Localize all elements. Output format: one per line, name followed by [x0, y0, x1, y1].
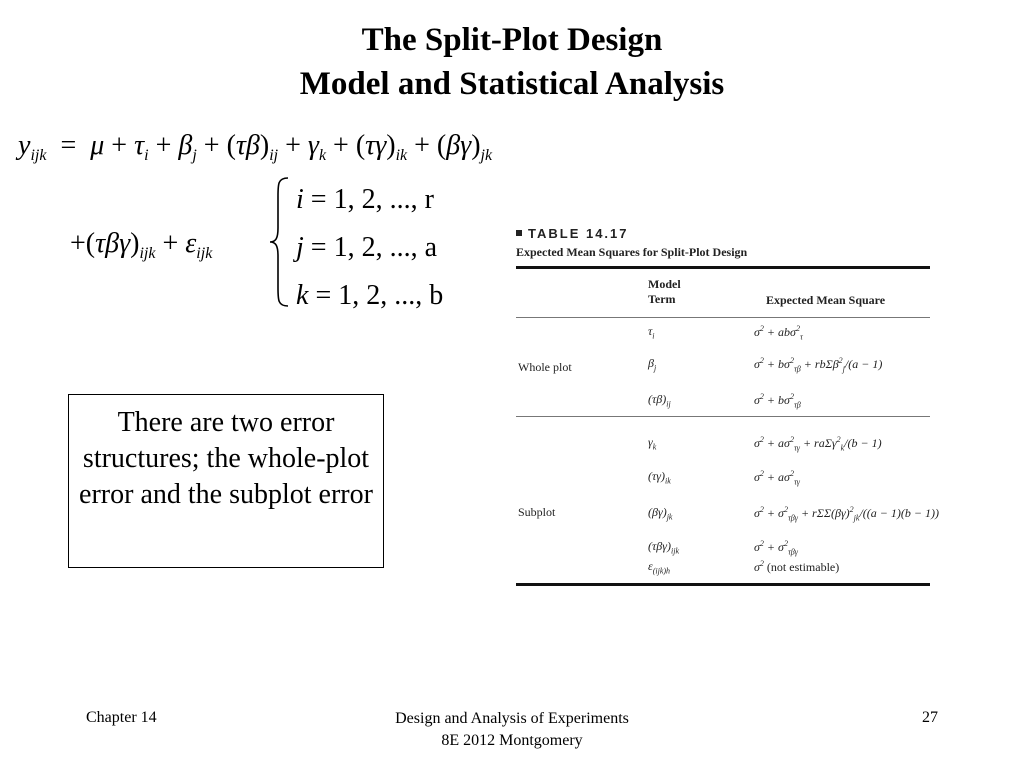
range-i: i = 1, 2, ..., r — [296, 184, 434, 215]
table-row: $\beta_j$ $\sigma^2 + b\sigma^2_{\tau\beta} + rb\Sigma\beta^2_j/(a - 1)$ — [648, 356, 883, 374]
table-caption: Expected Mean Squares for Split-Plot Design — [516, 245, 748, 259]
model-equation-line-1: $y_{ijk} = \mu + \tau_i + \beta_j + (\tau\beta)_{ij} + \gamma_k + (\tau\gamma)_{ik} + (\beta\gamma)_{jk}$ — [18, 130, 493, 164]
subplot-label: Subplot — [518, 505, 556, 519]
title-line-1: The Split-Plot Design — [361, 22, 663, 58]
table-row: $\tau_i$ $\sigma^2 + ab\sigma^2_\tau$ — [648, 324, 803, 342]
whole-plot-section — [516, 318, 930, 416]
header-model-term: Model Term — [648, 277, 681, 306]
table-bottom-rule — [516, 583, 930, 586]
table-row: $(\beta\gamma)_{jk}$ $\sigma^2 + \sigma^2_{\tau\beta\gamma} + r\Sigma\Sigma(\beta\gamma)^2_{jk}/((a - 1)(b - 1))$ — [648, 505, 939, 523]
slide-title — [0, 18, 1024, 106]
error-structure-note: There are two error structures; the whole-plot error and the subplot error — [68, 394, 384, 568]
ems-table — [516, 226, 939, 586]
index-ranges — [296, 176, 443, 320]
whole-plot-label: Whole plot — [518, 360, 572, 374]
curly-brace-icon — [268, 176, 292, 308]
table-label: TABLE 14.17 — [516, 226, 930, 242]
range-j: j = 1, 2, ..., a — [296, 232, 437, 263]
table-row: $(\tau\beta)_{ij}$ $\sigma^2 + b\sigma^2_{\tau\beta}$ — [648, 392, 801, 410]
footer-page-number: 27 — [922, 709, 938, 726]
square-bullet-icon — [516, 230, 522, 236]
footer-book: Design and Analysis of Experiments 8E 2012 Montgomery — [395, 710, 629, 749]
table-row: $\gamma_k$ $\sigma^2 + a\sigma^2_{\tau\gamma} + ra\Sigma\gamma^2_k/(b - 1)$ — [648, 435, 882, 453]
table-row: $(\tau\beta\gamma)_{ijk}$ $\sigma^2 + \sigma^2_{\tau\beta\gamma}$ — [648, 539, 798, 557]
table-row: $\varepsilon_{(ijk)h}$ $\sigma^2$ (not estimable) — [648, 559, 840, 576]
model-equation-line-2: $+(\tau\beta\gamma)_{ijk} + \varepsilon_{ijk}$ — [70, 228, 213, 262]
footer-chapter: Chapter 14 — [86, 709, 157, 726]
range-k: k = 1, 2, ..., b — [296, 280, 444, 311]
table-header — [516, 269, 930, 317]
header-expected-mean-square: Expected Mean Square — [766, 293, 886, 307]
subplot-section — [516, 417, 939, 583]
title-line-2: Model and Statistical Analysis — [299, 66, 725, 102]
table-row: $(\tau\gamma)_{ik}$ $\sigma^2 + a\sigma^2_{\tau\gamma}$ — [648, 469, 800, 487]
